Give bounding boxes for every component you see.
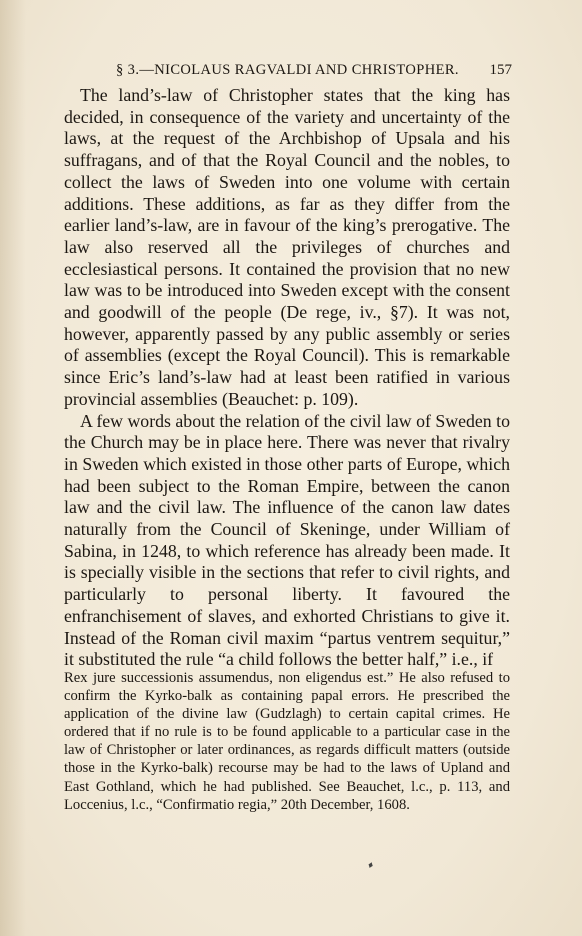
footnote-text: Rex jure successionis assumendus, non eligendus est.” He also refused to confirm the Kyrko-balk as containing papal errors. He prescribed the application of the divine law (Gudzlagh) to certain capital crimes. He ordered that if no rule is to be found applicable to a particular case in the law of Christopher or later ordinances, as regards difficult matters (outside those in the Kyrko-balk) recourse may be had to the laws of Upland and East Gothland, which he had published. See Beauchet, l.c., p. 113, and Loccenius, l.c., “Confirmatio regia,” 20th December, 1608. <box>64 670 510 813</box>
gutter-shadow <box>0 0 26 936</box>
footnote <box>64 669 510 814</box>
page-number: 157 <box>489 62 512 78</box>
page-header <box>80 58 512 80</box>
paragraph: A few words about the relation of the civil law of Sweden to the Church may be in place here. There was never that rivalry in Sweden which existed in those other parts of Europe, which had been subject to the Roman Empire, between the canon law and the civil law. The influence of the canon law dates naturally from the Council of Skeninge, under William of Sabina, in 1248, to which reference has already been made. It is specially visible in the sections that refer to civil rights, and particularly to personal liberty. It favoured the enfranchisement of slaves, and exhorted Christians to give it. Instead of the Roman civil maxim “partus ventrem sequitur,” it substituted the rule “a child follows the better half,” i.e., if <box>64 410 510 670</box>
paragraph: The land’s-law of Christopher states that the king has decided, in consequence of the variety and uncertainty of the laws, at the request of the Archbishop of Upsala and his suffragans, and of that the Royal Council and the nobles, to collect the laws of Sweden into one volume with certain additions. These additions, as far as they differ from the earlier land’s-law, are in favour of the king’s prerogative. The law also reserved all the privileges of churches and ecclesiastical persons. It contained the provision that no new law was to be introduced into Sweden except with the consent and goodwill of the people (De rege, iv., §7). It was not, however, apparently passed by any public assembly or series of assemblies (except the Royal Council). This is remarkable since Eric’s land’s-law had at least been ratified in various provincial assemblies (Beauchet: p. 109). <box>64 85 510 409</box>
main-text <box>64 85 510 671</box>
ink-mark: ♦ <box>366 859 375 872</box>
running-head: § 3.—NICOLAUS RAGVALDI AND CHRISTOPHER. <box>116 62 459 78</box>
